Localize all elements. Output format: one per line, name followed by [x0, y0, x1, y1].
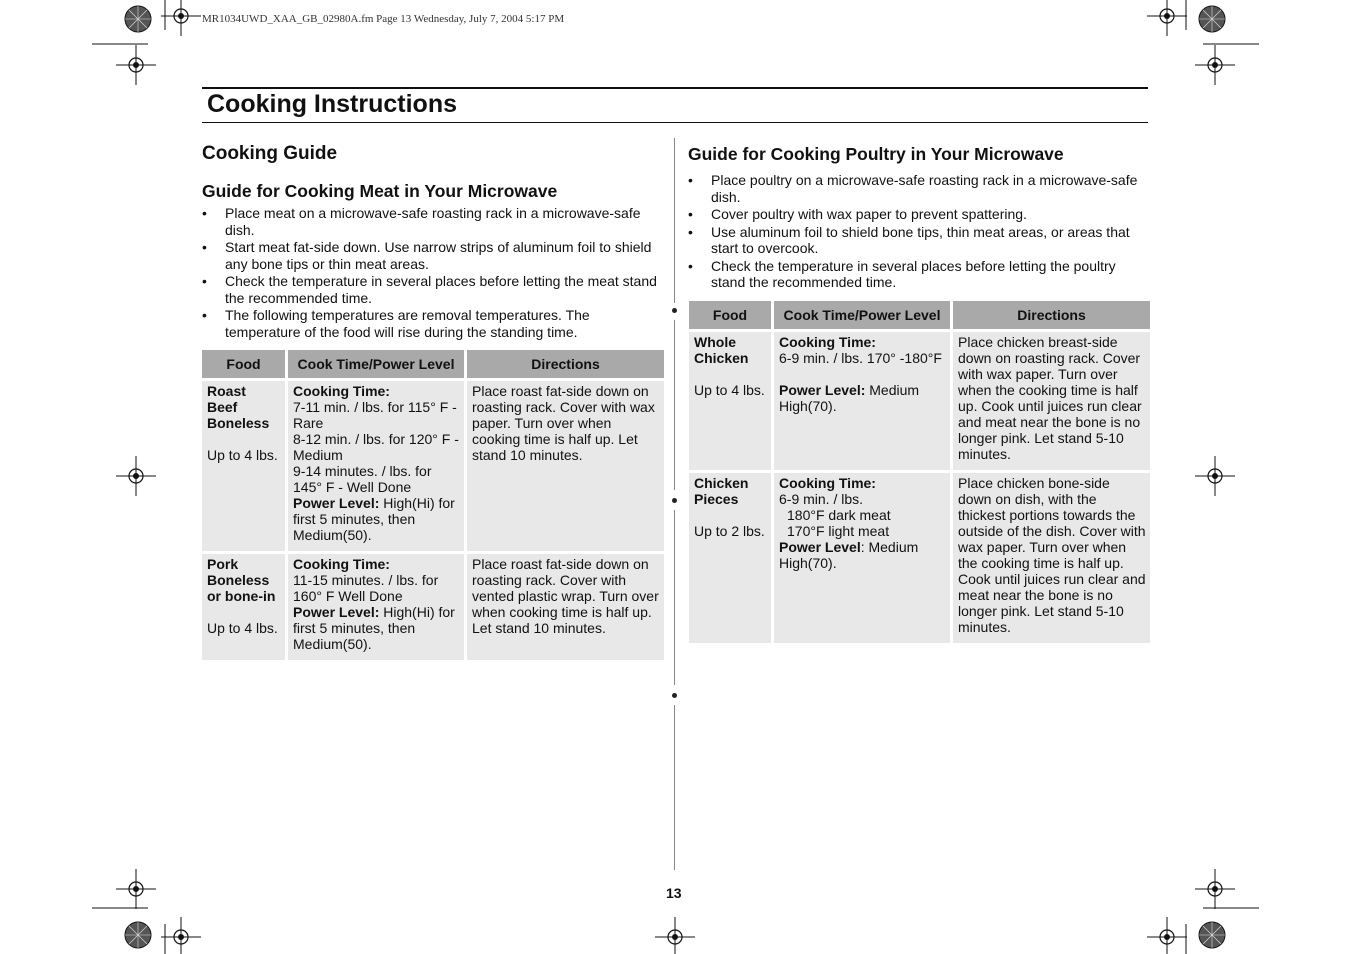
food-name: Boneless	[207, 415, 270, 431]
cook-time-cell	[288, 554, 464, 660]
table-row	[689, 332, 1150, 470]
food-name: Pieces	[694, 491, 739, 507]
list-item: • Place poultry on a microwave-safe roasting rack in a microwave-safe dish.	[688, 172, 1150, 205]
cook-time-cell	[774, 332, 950, 470]
cooking-time-sub: 170°F light meat	[787, 523, 890, 539]
column-divider	[674, 705, 675, 870]
poultry-bullet-list	[688, 172, 1150, 292]
binding-dot	[672, 308, 677, 313]
power-level	[779, 382, 946, 414]
header-directions: Directions	[467, 350, 664, 378]
poultry-table	[686, 298, 1153, 646]
cooking-time-line: 11-15 minutes. / lbs. for 160° F Well Done	[293, 572, 439, 604]
header-directions: Directions	[953, 301, 1150, 329]
cooking-time-label: Cooking Time:	[293, 383, 390, 399]
food-weight: Up to 4 lbs.	[207, 620, 278, 636]
power-level-label: Power Level:	[293, 604, 380, 620]
power-level-label: Power Level:	[293, 495, 380, 511]
binding-dot	[672, 498, 677, 503]
food-weight: Up to 2 lbs.	[694, 523, 765, 539]
header-cook-time: Cook Time/Power Level	[774, 301, 950, 329]
cooking-time-sub: 180°F dark meat	[787, 507, 891, 523]
directions-cell: Place chicken bone-side down on dish, with the thickest portions towards the outside of the dish. Cover with wax paper. Turn over when the cooking time is half up. Cook until juices run clear and meat near the bone is no longer pink. Let stand 5-10 minutes.	[953, 473, 1150, 643]
list-item: • Check the temperature in several places before letting the poultry stand the recommended time.	[688, 258, 1150, 291]
table-row	[202, 554, 664, 660]
poultry-guide-title: Guide for Cooking Poultry in Your Microwave	[688, 144, 1064, 164]
cooking-time-line: 7-11 min. / lbs. for 115° F - Rare	[293, 399, 457, 431]
cooking-time-line: 8-12 min. / lbs. for 120° F - Medium	[293, 431, 459, 463]
cooking-time-line: 6-9 min. / lbs. 170° -180°F	[779, 350, 942, 366]
cooking-time-line: 9-14 minutes. / lbs. for 145° F - Well Done	[293, 463, 432, 495]
cook-time-cell	[288, 381, 464, 551]
header-food: Food	[202, 350, 285, 378]
meat-guide-title: Guide for Cooking Meat in Your Microwave	[202, 181, 558, 201]
list-item: • Start meat fat-side down. Use narrow strips of aluminum foil to shield any bone tips or thin meat areas.	[202, 239, 664, 272]
power-level-value: High(Hi) for first 5 minutes, then Medium(50).	[293, 495, 455, 543]
food-name: Beef	[207, 399, 238, 415]
food-name: Chicken	[694, 475, 749, 491]
food-cell	[689, 332, 771, 470]
meat-table	[199, 347, 667, 663]
cooking-guide-title: Cooking Guide	[202, 143, 338, 164]
food-name: or bone-in	[207, 588, 276, 604]
column-divider	[674, 510, 675, 685]
page-number: 13	[666, 885, 682, 901]
list-item: • Cover poultry with wax paper to prevent spattering.	[688, 206, 1150, 223]
directions-cell: Place chicken breast-side down on roasting rack. Cover with wax paper. Turn over when the cooking time is half up. Cook until juices run clear and meat near the bone is no longer pink. Let stand 5-10 minutes.	[953, 332, 1150, 470]
directions-cell: Place roast fat-side down on roasting rack. Cover with wax paper. Turn over when cooking time is half up. Let stand 10 minutes.	[467, 381, 664, 551]
food-name: Roast	[207, 383, 246, 399]
food-weight: Up to 4 lbs.	[207, 447, 278, 463]
list-item: • Place meat on a microwave-safe roasting rack in a microwave-safe dish.	[202, 205, 664, 238]
title-rule-bottom	[202, 122, 1148, 123]
power-level	[293, 604, 460, 652]
meat-bullet-list	[202, 205, 664, 341]
food-cell	[689, 473, 771, 643]
food-weight: Up to 4 lbs.	[694, 382, 765, 398]
column-divider	[674, 320, 675, 490]
food-name: Pork	[207, 556, 239, 572]
page-title: Cooking Instructions	[207, 90, 457, 118]
header-cook-time: Cook Time/Power Level	[288, 350, 464, 378]
power-level-label: Power Level:	[779, 382, 866, 398]
table-header-row	[689, 301, 1150, 329]
table-row	[202, 381, 664, 551]
cooking-time-label: Cooking Time:	[779, 475, 876, 491]
table-header-row	[202, 350, 664, 378]
cooking-time-label: Cooking Time:	[779, 334, 876, 350]
cooking-time-line: 6-9 min. / lbs.	[779, 491, 864, 507]
list-item: • Use aluminum foil to shield bone tips, thin meat areas, or areas that start to overcook.	[688, 224, 1150, 257]
food-cell	[202, 554, 285, 660]
power-level-value: : Medium High(70).	[779, 539, 919, 571]
table-row	[689, 473, 1150, 643]
cook-time-cell	[774, 473, 950, 643]
list-item: • The following temperatures are removal temperatures. The temperature of the food will rise during the standing time.	[202, 307, 664, 340]
food-cell	[202, 381, 285, 551]
power-level-label: Power Level	[779, 539, 861, 555]
cooking-time-label: Cooking Time:	[293, 556, 390, 572]
column-divider	[674, 138, 675, 303]
directions-cell: Place roast fat-side down on roasting rack. Cover with vented plastic wrap. Turn over when cooking time is half up. Let stand 10 minutes.	[467, 554, 664, 660]
print-header: MR1034UWD_XAA_GB_02980A.fm Page 13 Wednesday, July 7, 2004 5:17 PM	[202, 13, 565, 25]
food-name: Chicken	[694, 350, 749, 366]
power-level	[779, 539, 946, 571]
list-item: • Check the temperature in several places before letting the meat stand the recommended time.	[202, 273, 664, 306]
power-level-value: High(Hi) for first 5 minutes, then Medium(50).	[293, 604, 455, 652]
power-level	[293, 495, 460, 543]
header-food: Food	[689, 301, 771, 329]
power-level-value: Medium High(70).	[779, 382, 920, 414]
food-name: Whole	[694, 334, 736, 350]
binding-dot	[672, 693, 677, 698]
food-name: Boneless	[207, 572, 270, 588]
